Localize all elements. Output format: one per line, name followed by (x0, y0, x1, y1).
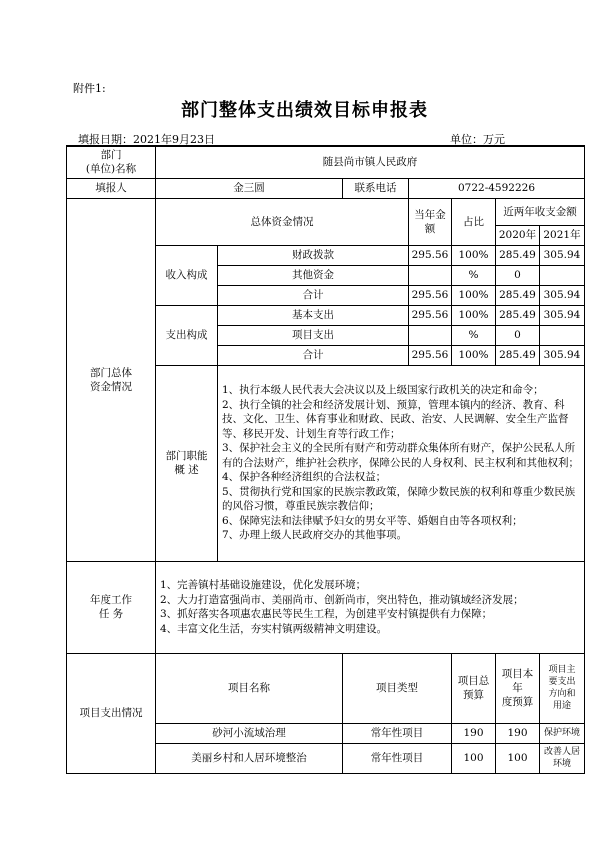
project-annual: 100 (496, 743, 540, 773)
expense-2021 (540, 325, 585, 345)
project-annual: 190 (496, 723, 540, 743)
overall-funds-label: 总体资金情况 (156, 198, 409, 245)
performance-table (66, 145, 585, 774)
duties-label: 部门职能 概 述 (156, 365, 218, 561)
dept-value: 随县尚市镇人民政府 (156, 146, 585, 178)
project-name: 美丽乡村和人居环境整治 (156, 743, 343, 773)
expense-item-name: 项目支出 (218, 325, 409, 345)
phone-value: 0722-4592226 (409, 178, 585, 198)
project-type: 常年性项目 (343, 743, 452, 773)
expense-2021: 305.94 (540, 345, 585, 365)
expense-ratio: 100% (452, 345, 496, 365)
filler-row (67, 178, 585, 198)
expense-label: 支出构成 (156, 305, 218, 365)
expense-ratio: % (452, 325, 496, 345)
expense-amount: 295.56 (409, 345, 452, 365)
ratio-header: 占比 (452, 198, 496, 245)
unit-label: 单位：万元 (450, 133, 505, 146)
income-amount: 295.56 (409, 245, 452, 265)
expense-2021: 305.94 (540, 305, 585, 325)
current-amount-header: 当年金额 (409, 198, 452, 245)
attachment-label: 附件1: (73, 82, 106, 95)
income-2020: 285.49 (496, 245, 540, 265)
expense-2020: 0 (496, 325, 540, 345)
project-use: 改善人居环境 (540, 743, 585, 773)
projects-label: 项目支出情况 (67, 653, 156, 773)
two-year-header: 近两年收支金额 (496, 198, 585, 225)
phone-label: 联系电话 (343, 178, 409, 198)
expense-2020: 285.49 (496, 345, 540, 365)
income-ratio: 100% (452, 285, 496, 305)
income-ratio: 100% (452, 245, 496, 265)
annual-label: 年度工作 任 务 (67, 561, 156, 653)
project-total-header: 项目总 预算 (452, 653, 496, 723)
year-2020-header: 2020年 (496, 225, 540, 245)
project-total: 190 (452, 723, 496, 743)
dept-row (67, 146, 585, 178)
income-item-name: 合计 (218, 285, 409, 305)
income-amount (409, 265, 452, 285)
income-2020: 0 (496, 265, 540, 285)
expense-amount (409, 325, 452, 345)
page-title: 部门整体支出绩效目标申报表 (181, 100, 428, 121)
income-label: 收入构成 (156, 245, 218, 305)
duties-text: 1、执行本级人民代表大会决议以及上级国家行政机关的决定和命令； 2、执行全镇的社会和经济发展计划、预算，管理本镇内的经济、教育、科技、文化、卫生、体育事业和财政、民政、治安、人民调解、安全生产监督等、移民开发、计划生育等行政工作； 3、保护社会主义的全民所有财产和劳动群众集体所有财产，保护公民私人所有的合法财产，维护社会秩序，保障公民的人身权利、民主权利和其他权利； 4、保护各种经济组织的合法权益； 5、贯彻执行党和国家的民族宗教政策，保障少数民族的权利和尊重少数民族的风俗习惯，尊重民族宗教信仰； 6、保障宪法和法律赋予妇女的男女平等、婚姻自由等各项权利； 7、办理上级人民政府交办的其他事项。 (218, 365, 585, 561)
project-header-row (67, 653, 585, 723)
project-use: 保护环境 (540, 723, 585, 743)
filler-label: 填报人 (67, 178, 156, 198)
project-annual-header: 项目本年 度预算 (496, 653, 540, 723)
expense-ratio: 100% (452, 305, 496, 325)
dept-label: 部门 (单位)名称 (67, 146, 156, 178)
annual-row (67, 561, 585, 653)
project-type-header: 项目类型 (343, 653, 452, 723)
income-item-name: 其他资金 (218, 265, 409, 285)
expense-item-name: 基本支出 (218, 305, 409, 325)
annual-text: 1、完善镇村基础设施建设，优化发展环境； 2、大力打造富强尚市、美丽尚市、创新尚市，突出特色，推动镇域经济发展； 3、抓好落实各项惠农惠民等民生工程，为创建平安村镇提供有力保障； 4、丰富文化生活，夯实村镇两级精神文明建设。 (156, 561, 585, 653)
income-2021 (540, 265, 585, 285)
project-use-header: 项目主 要支出 方向和 用途 (540, 653, 585, 723)
funds-section-label: 部门总体 资金情况 (67, 198, 156, 561)
expense-item-name: 合计 (218, 345, 409, 365)
fill-date: 填报日期：2021年9月23日 (78, 133, 215, 146)
expense-amount: 295.56 (409, 305, 452, 325)
funds-header-row (67, 198, 585, 225)
project-type: 常年性项目 (343, 723, 452, 743)
project-total: 100 (452, 743, 496, 773)
income-ratio: % (452, 265, 496, 285)
income-amount: 295.56 (409, 285, 452, 305)
income-2021: 305.94 (540, 285, 585, 305)
year-2021-header: 2021年 (540, 225, 585, 245)
income-2021: 305.94 (540, 245, 585, 265)
filler-name: 金三圆 (156, 178, 343, 198)
project-name-header: 项目名称 (156, 653, 343, 723)
expense-2020: 285.49 (496, 305, 540, 325)
income-2020: 285.49 (496, 285, 540, 305)
project-name: 砂河小流域治理 (156, 723, 343, 743)
income-item-name: 财政拨款 (218, 245, 409, 265)
